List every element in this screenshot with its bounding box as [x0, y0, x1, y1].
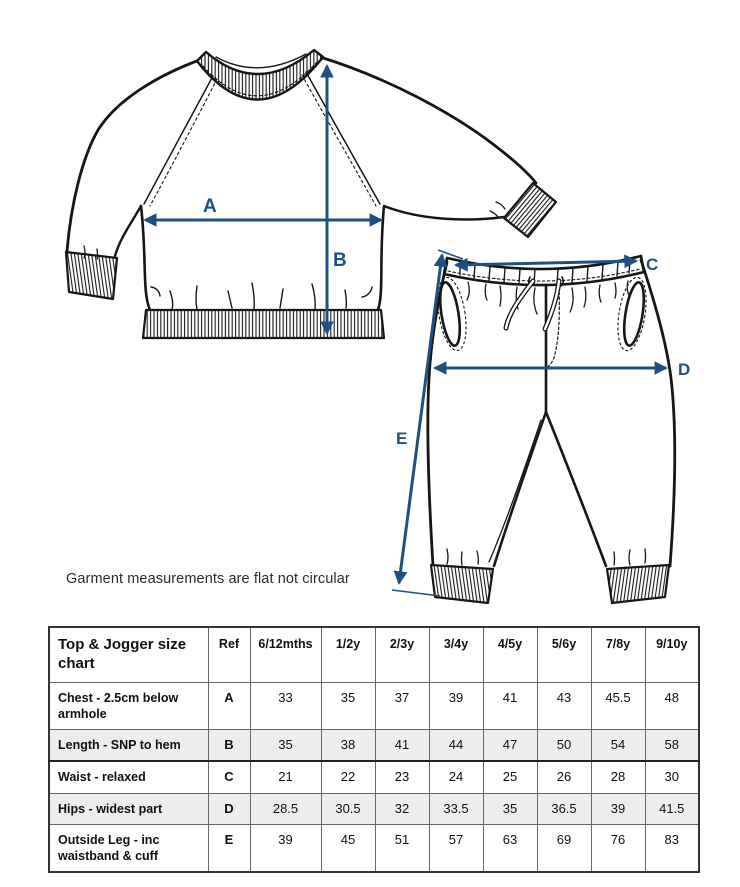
size-header: 6/12mths [250, 627, 321, 682]
row-value: 28.5 [250, 793, 321, 824]
row-value: 41.5 [645, 793, 699, 824]
row-value: 23 [375, 761, 429, 793]
joggers-drawing [428, 256, 675, 603]
row-value: 30 [645, 761, 699, 793]
row-value: 26 [537, 761, 591, 793]
right-cuff-rib [504, 183, 556, 237]
row-value: 32 [375, 793, 429, 824]
row-value: 37 [375, 682, 429, 730]
row-value: 33 [250, 682, 321, 730]
row-ref: C [208, 761, 250, 793]
row-value: 22 [321, 761, 375, 793]
size-table-body [49, 682, 699, 872]
row-value: 63 [483, 824, 537, 872]
row-value: 58 [645, 730, 699, 762]
row-value: 25 [483, 761, 537, 793]
row-value: 35 [321, 682, 375, 730]
table-row [49, 761, 699, 793]
row-label: Chest - 2.5cm below armhole [49, 682, 208, 730]
left-ankle-rib [431, 565, 493, 603]
row-value: 76 [591, 824, 645, 872]
table-title: Top & Jogger size chart [49, 627, 208, 682]
hem-rib [143, 310, 384, 338]
row-value: 33.5 [429, 793, 483, 824]
table-row [49, 793, 699, 824]
row-value: 35 [250, 730, 321, 762]
table-row [49, 824, 699, 872]
row-value: 28 [591, 761, 645, 793]
header-row [49, 627, 699, 682]
row-value: 54 [591, 730, 645, 762]
label-c: C [646, 255, 659, 274]
row-value: 21 [250, 761, 321, 793]
size-table-head [49, 627, 699, 682]
row-value: 38 [321, 730, 375, 762]
row-value: 36.5 [537, 793, 591, 824]
row-ref: A [208, 682, 250, 730]
row-value: 41 [375, 730, 429, 762]
label-e: E [396, 429, 408, 448]
size-header: 9/10y [645, 627, 699, 682]
row-label: Outside Leg - inc waistband & cuff [49, 824, 208, 872]
row-label: Length - SNP to hem [49, 730, 208, 762]
row-value: 50 [537, 730, 591, 762]
row-ref: B [208, 730, 250, 762]
size-header: 1/2y [321, 627, 375, 682]
label-b: B [333, 250, 347, 271]
size-table [48, 626, 700, 873]
row-label: Hips - widest part [49, 793, 208, 824]
row-value: 39 [591, 793, 645, 824]
row-value: 30.5 [321, 793, 375, 824]
right-pocket [621, 281, 648, 347]
flat-measurement-note: Garment measurements are flat not circular [66, 571, 350, 587]
left-cuff-rib [66, 252, 117, 299]
row-value: 51 [375, 824, 429, 872]
label-d: D [678, 360, 691, 379]
table-row [49, 730, 699, 762]
row-value: 41 [483, 682, 537, 730]
table-row [49, 682, 699, 730]
row-value: 39 [429, 682, 483, 730]
row-value: 44 [429, 730, 483, 762]
size-header: 7/8y [591, 627, 645, 682]
size-header: 2/3y [375, 627, 429, 682]
ref-header: Ref [208, 627, 250, 682]
row-ref: D [208, 793, 250, 824]
row-value: 47 [483, 730, 537, 762]
row-value: 57 [429, 824, 483, 872]
row-ref: E [208, 824, 250, 872]
size-header: 3/4y [429, 627, 483, 682]
label-a: A [203, 196, 217, 217]
sweatshirt-drawing [66, 50, 556, 338]
row-value: 35 [483, 793, 537, 824]
size-table-container [48, 626, 700, 873]
right-ankle-rib [607, 565, 669, 603]
left-pocket [437, 281, 464, 347]
row-value: 43 [537, 682, 591, 730]
row-value: 69 [537, 824, 591, 872]
row-label: Waist - relaxed [49, 761, 208, 793]
row-value: 48 [645, 682, 699, 730]
size-header: 5/6y [537, 627, 591, 682]
row-value: 39 [250, 824, 321, 872]
row-value: 83 [645, 824, 699, 872]
size-header: 4/5y [483, 627, 537, 682]
row-value: 45.5 [591, 682, 645, 730]
row-value: 24 [429, 761, 483, 793]
arrow-outside-leg [399, 255, 442, 583]
row-value: 45 [321, 824, 375, 872]
